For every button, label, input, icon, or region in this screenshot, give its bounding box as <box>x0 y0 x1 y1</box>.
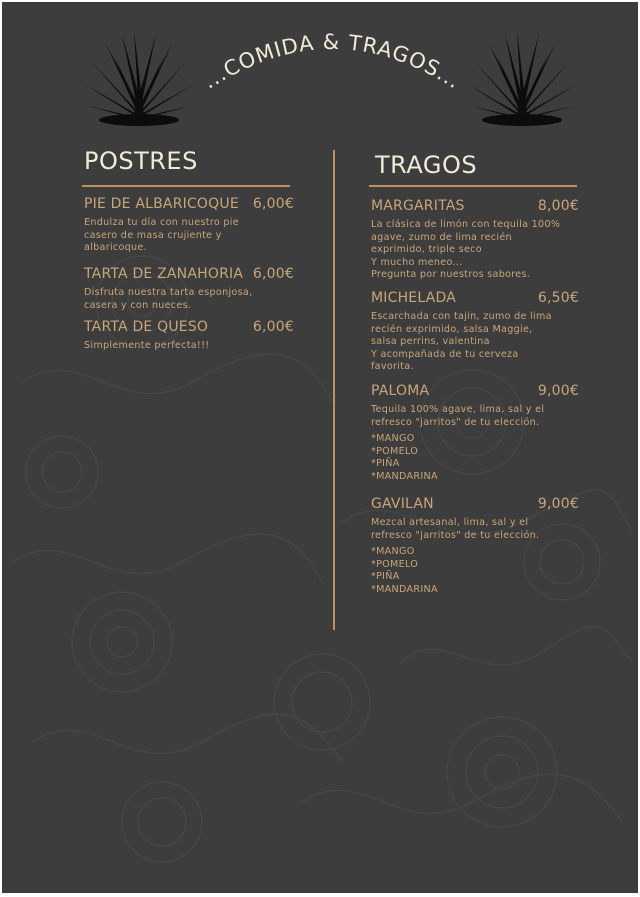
item-description: Escarchada con tajin, zumo de lima recién exprimido, salsa Maggie, salsa perrins, valentina Y acompañada de tu cerveza favorita. <box>371 311 552 372</box>
item-price: 9,00€ <box>537 496 579 512</box>
item-price: 6,00€ <box>252 319 294 335</box>
menu-item <box>371 383 579 483</box>
menu-title <box>182 22 482 102</box>
svg-text:...COMIDA & TRAGOS...: ...COMIDA & TRAGOS... <box>198 29 466 94</box>
item-description: Disfruta nuestra tarta esponjosa, casera y con nueces. <box>84 287 253 311</box>
item-name: TARTA DE ZANAHORIA <box>84 266 244 282</box>
item-description: Tequila 100% agave, lima, sal y el refresco "jarritos" de tu elección. <box>371 404 545 428</box>
postres-heading: POSTRES <box>84 147 198 175</box>
item-description: Mezcal artesanal, lima, sal y el refresco "jarritos" de tu elección. <box>371 517 540 541</box>
flavor-list: *MANGO *POMELO *PIÑA *MANDARINA <box>371 433 438 482</box>
item-name: MICHELADA <box>371 290 456 306</box>
tragos-rule <box>369 185 577 187</box>
menu-header <box>2 2 638 142</box>
item-price: 6,00€ <box>252 196 294 212</box>
item-name: TARTA DE QUESO <box>84 319 209 335</box>
menu-item <box>371 198 579 282</box>
menu-item <box>84 266 294 312</box>
item-name: GAVILAN <box>371 496 434 512</box>
menu-item <box>371 290 579 374</box>
agave-plant-icon <box>84 20 194 130</box>
menu-item <box>371 496 579 596</box>
item-price: 9,00€ <box>537 383 579 399</box>
item-description: Simplemente perfecta!!! <box>84 340 210 351</box>
flavor-list: *MANGO *POMELO *PIÑA *MANDARINA <box>371 546 438 595</box>
agave-plant-icon <box>467 20 577 130</box>
tragos-heading: TRAGOS <box>375 151 478 179</box>
item-name: PALOMA <box>371 383 430 399</box>
postres-rule <box>82 185 290 187</box>
item-price: 6,50€ <box>537 290 579 306</box>
item-description: La clásica de limón con tequila 100% agave, zumo de lima recién exprimido, triple seco Y mucho meneo... Pregunta por nuestros sabores. <box>371 219 561 280</box>
item-name: MARGARITAS <box>371 198 465 214</box>
item-name: PIE DE ALBARICOQUE <box>84 196 239 212</box>
menu-item <box>84 196 294 255</box>
column-divider <box>333 150 335 630</box>
item-price: 8,00€ <box>537 198 579 214</box>
item-description: Endulza tu día con nuestro pie casero de masa crujiente y albaricoque. <box>84 217 239 253</box>
item-price: 6,00€ <box>252 266 294 282</box>
menu-item <box>84 319 294 353</box>
menu-page <box>2 2 638 893</box>
